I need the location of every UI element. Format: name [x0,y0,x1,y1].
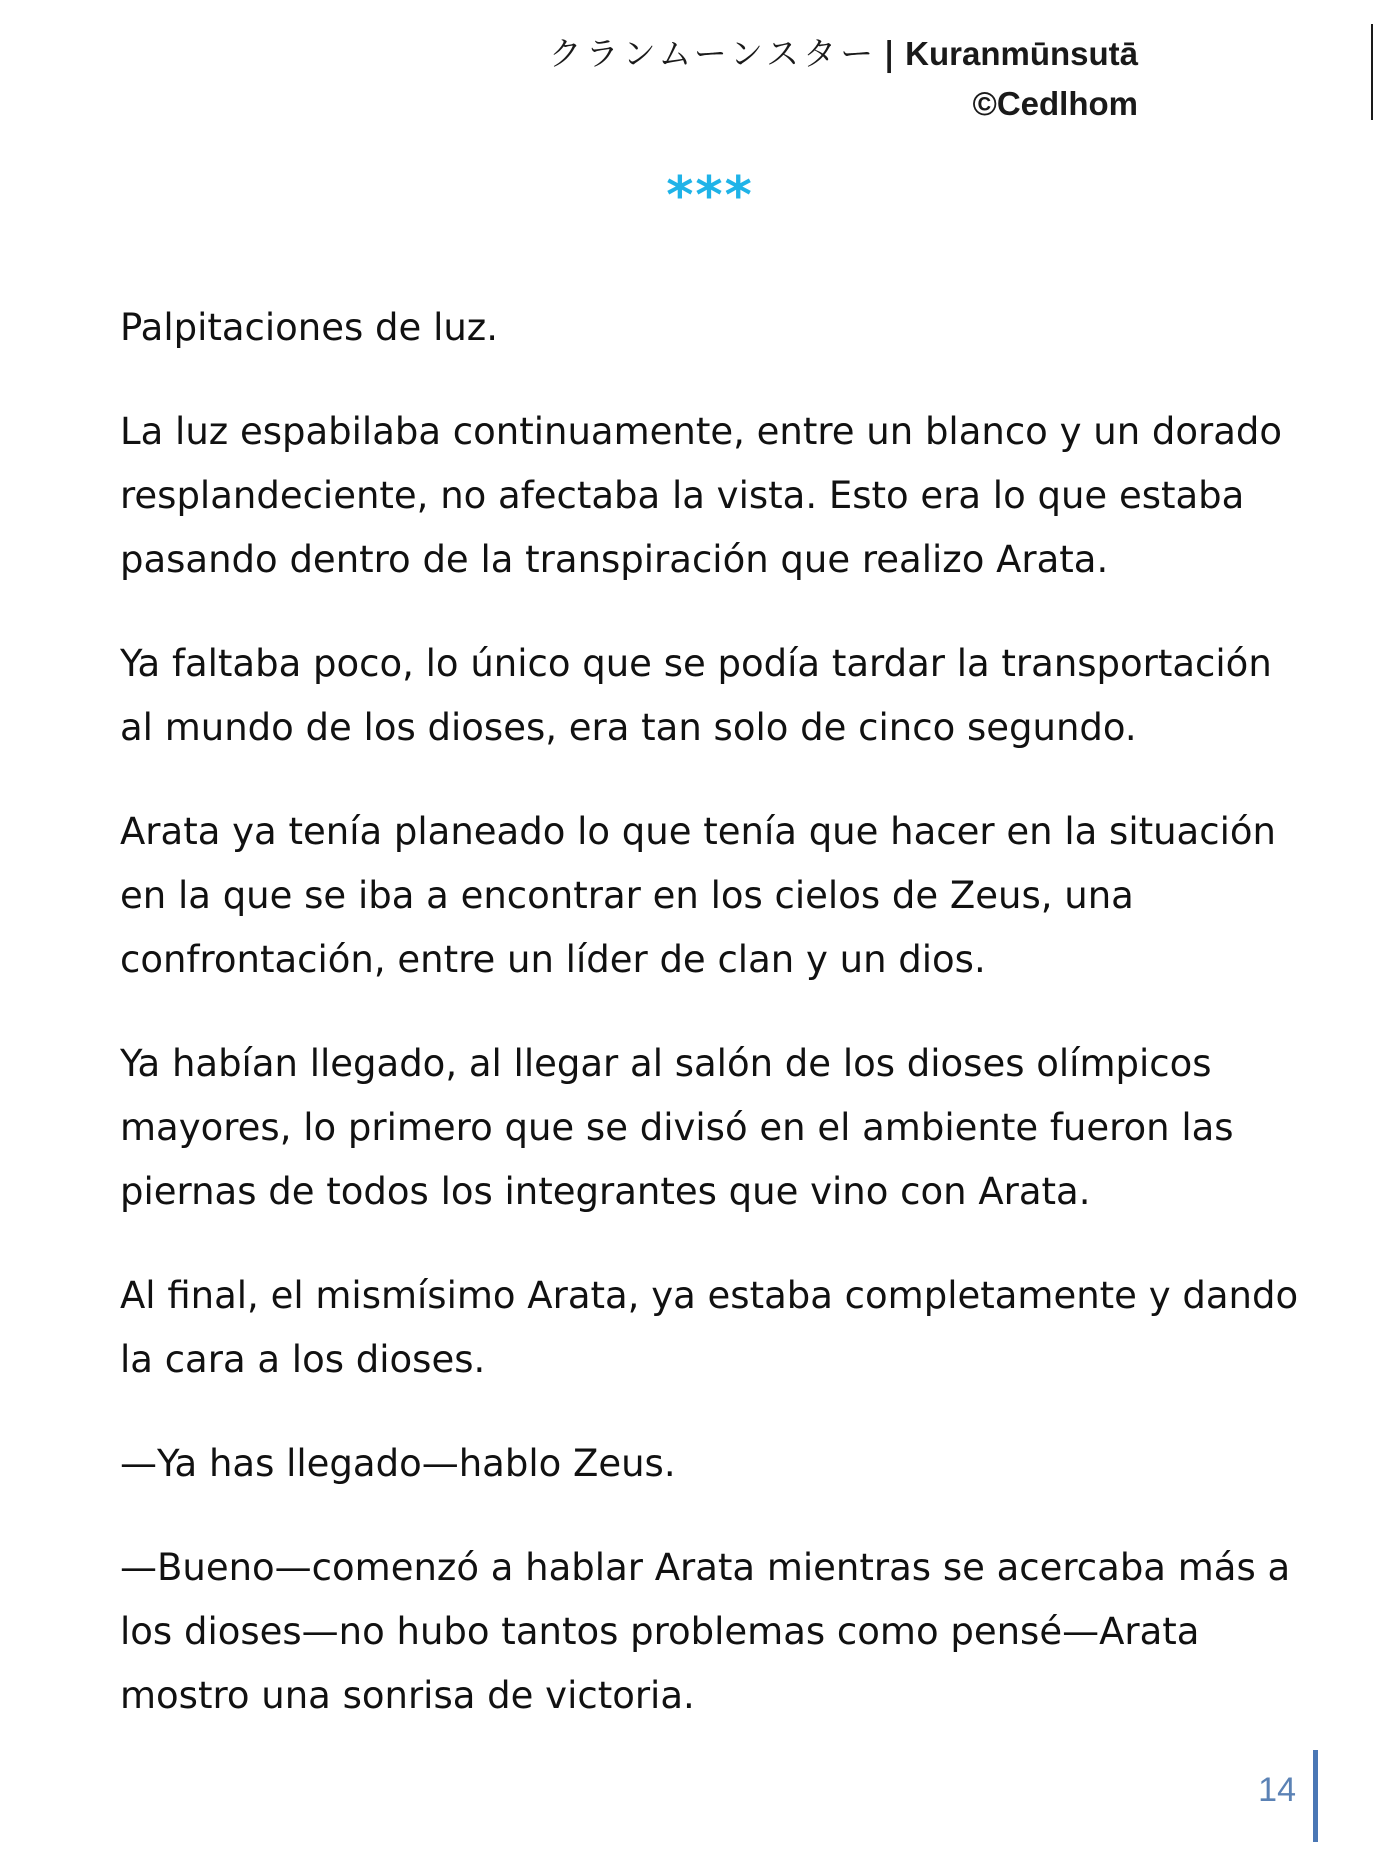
scene-break: *** [666,166,754,226]
body-text [120,296,1300,1768]
header-title-line [538,28,1138,80]
paragraph: Arata ya tenía planeado lo que tenía que hacer en la situación en la que se iba a encontrar en los cielos de Zeus, una confrontación, entre un líder de clan y un dios. [120,810,1276,981]
paragraph: Ya faltaba poco, lo único que se podía tardar la transportación al mundo de los dioses, era tan solo de cinco segundo. [120,642,1272,749]
paragraph: —Bueno—comenzó a hablar Arata mientras se acercaba más a los dioses—no hubo tantos problemas como pensé—Arata mostro una sonrisa de victoria. [120,1546,1291,1717]
header-vertical-rule [1371,24,1373,120]
header-title-japanese: クランムーンスター [548,34,878,73]
header-copyright: ©Cedlhom [972,85,1138,122]
header-separator: | [883,34,896,73]
paragraph: Ya habían llegado, al llegar al salón de los dioses olímpicos mayores, lo primero que se divisó en el ambiente fueron las piernas de todos los integrantes que vino con Arata. [120,1042,1234,1213]
paragraph: —Ya has llegado—hablo Zeus. [120,1442,676,1485]
header-title-romaji: Kuranmūnsutā [905,35,1138,72]
paragraph: La luz espabilaba continuamente, entre un blanco y un dorado resplandeciente, no afectaba la vista. Esto era lo que estaba pasando dentro de la transpiración que realizo Arata. [120,410,1283,581]
paragraph: Palpitaciones de luz. [120,306,498,349]
paragraph: Al final, el mismísimo Arata, ya estaba completamente y dando la cara a los dioses. [120,1274,1299,1381]
page-number-rule [1313,1750,1318,1842]
running-header [538,28,1138,128]
page-number: 14 [1258,1771,1296,1809]
